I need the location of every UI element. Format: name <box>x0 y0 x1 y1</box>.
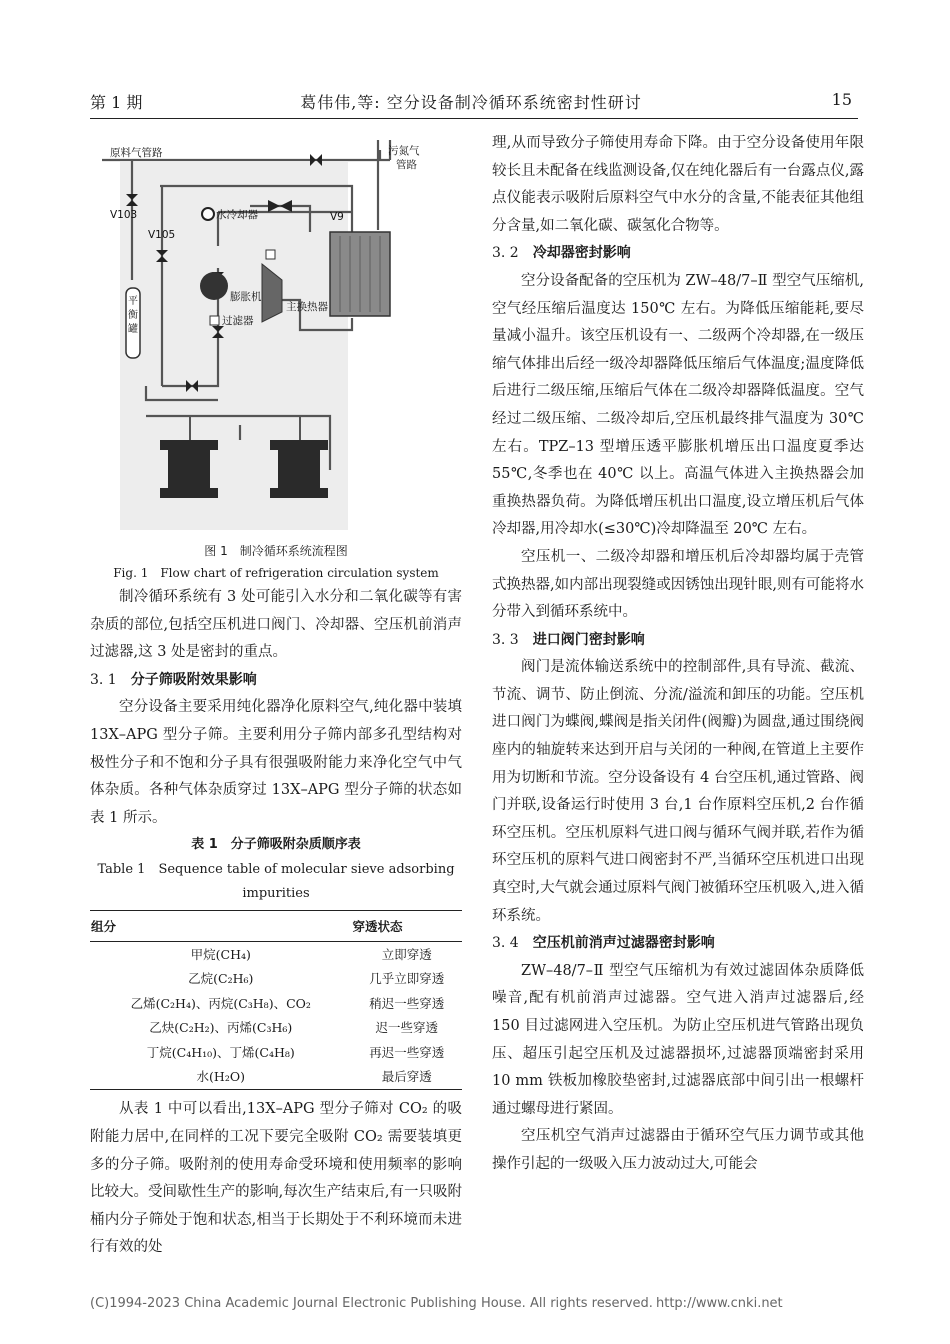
water-cooler-symbol <box>202 208 214 220</box>
section-3-1-heading: 3. 1 分子筛吸附效果影响 <box>90 671 257 688</box>
copyright-text: (C)1994-2023 China Academic Journal Electronic Publishing House. All rights reserved. <box>90 1296 653 1311</box>
running-header <box>90 90 852 114</box>
label-expander: 膨胀机 <box>230 291 262 303</box>
label-balance-tank-2: 衡 <box>128 310 138 321</box>
paragraph-3-2-a: 空分设备配备的空压机为 ZW–48/7–Ⅱ 型空气压缩机,空气经压缩后温度达 150℃ 左右。为降低压缩能耗,要尽量减小温升。该空压机设有一、二级两个冷却器,在一级压缩气体排出后经一级冷却器降低压缩后气体温度;温度降低后进行二级压缩,压缩后气体在二级冷却器降低温度。空气经过二级压缩、二级冷却后,空压机最终排气温度为 30℃ 左右。TPZ–13 型增压透平膨胀机增压出口温度夏季达 55℃,冬季也在 40℃ 以上。高温气体进入主换热器会加重换热器负荷。为降低增压机出口温度,设立增压机后气体冷却器,用冷却水(≤30℃)冷却降温至 20℃ 左右。 <box>492 272 864 538</box>
label-raw-air: 原料气管路 <box>110 147 163 159</box>
header-rule <box>90 118 858 119</box>
figure-caption-cn: 图 1 制冷循环系统流程图 <box>204 544 348 558</box>
label-main-exchanger: 主换热器 <box>286 301 328 313</box>
table-caption-cn: 表 1 分子筛吸附杂质顺序表 <box>191 837 361 853</box>
figure-1 <box>90 130 462 540</box>
section-3-2-heading: 3. 2 冷却器密封影响 <box>492 245 631 262</box>
left-column <box>90 130 462 1262</box>
figure-caption-en: Fig. 1 Flow chart of refrigeration circulation system <box>113 566 439 580</box>
table-row: 水(H₂O) 最后穿透 <box>90 1065 462 1090</box>
paragraph-3-3: 阀门是流体输送系统中的控制部件,具有导流、截流、节流、调节、防止倒流、分流/溢流和卸压的功能。空压机进口阀门为蝶阀,蝶阀是指关闭件(阀瓣)为圆盘,通过围绕阀座内的轴旋转来达到开启与关闭的一种阀,在管道上主要作用为切断和节流。空分设备设有 4 台空压机,通过管路、阀门并联,设备运行时使用 3 台,1 台作原料空压机,2 台作循环空压机。空压机原料气进口阀与循环气阀并联,若作为循环空压机的原料气进口阀密封不严,当循环空压机进口出现真空时,大气就会通过原料气阀门被循环空压机吸入,进入循环系统。 <box>492 659 864 924</box>
table-caption-en: Table 1 Sequence table of molecular sieve adsorbing impurities <box>97 862 455 902</box>
paragraph-continuation: 理,从而导致分子筛使用寿命下降。由于空分设备使用年限较长且未配备在线监测设备,仅在纯化器后有一台露点仪,露点仪能表示吸附后原料空气中水分的含量,不能表征其他组分含量,如二氧化碳、碳氢化合物等。 <box>492 135 864 234</box>
label-v103: V103 <box>110 209 138 221</box>
table-header-state: 穿透状态 <box>352 911 462 942</box>
paragraph-after-table: 从表 1 中可以看出,13X–APG 型分子筛对 CO₂ 的吸附能力居中,在同样的工况下要完全吸附 CO₂ 需要装填更多的分子筛。吸附剂的使用寿命受环境和使用频率的影响比较大。受间歇性生产的影响,每次生产结束后,有一只吸附桶内分子筛处于饱和状态,相当于长期处于不利环境而未进行有效的处 <box>90 1101 462 1256</box>
table-header-component: 组分 <box>90 911 352 942</box>
running-title: 葛伟伟,等: 空分设备制冷循环系统密封性研讨 <box>300 93 642 112</box>
footer-url: http://www.cnki.net <box>656 1296 783 1311</box>
section-3-3-heading: 3. 3 进口阀门密封影响 <box>492 631 645 648</box>
filter-symbol <box>210 316 219 325</box>
label-v9: V9 <box>330 211 344 223</box>
table-row: 乙烷(C₂H₆) 几乎立即穿透 <box>188 971 445 987</box>
paragraph-3-1: 空分设备主要采用纯化器净化原料空气,纯化器中装填 13X–APG 型分子筛。主要利用分子筛内部多孔型结构对极性分子和不饱和分子具有很强吸附能力来净化空气中气体杂质。各种气体杂质穿过 13X–APG 型分子筛的状态如表 1 所示。 <box>90 699 462 826</box>
label-filter: 过滤器 <box>222 315 254 327</box>
expander-motor <box>200 272 228 300</box>
paragraph-3-2-b: 空压机一、二级冷却器和增压机后冷却器均属于壳管式换热器,如内部出现裂缝或因锈蚀出现针眼,则有可能将水分带入到循环系统中。 <box>492 548 864 621</box>
label-balance-tank-3: 罐 <box>128 324 138 335</box>
section-3-4-heading: 3. 4 空压机前消声过滤器密封影响 <box>492 935 715 952</box>
table-1 <box>90 910 462 1090</box>
issue-number: 第 1 期 <box>90 93 143 112</box>
paragraph-3-5: 空压机空气消声过滤器由于循环空气压力调节或其他操作引起的一级吸入压力波动过大,可能会 <box>492 1128 864 1172</box>
table-row: 乙烯(C₂H₄)、丙烷(C₃H₈)、CO₂ 稍迟一些穿透 <box>130 995 445 1011</box>
label-waste-n2-b: 管路 <box>396 159 417 171</box>
label-v105: V105 <box>148 229 176 241</box>
flow-chart-diagram <box>90 140 462 540</box>
table-row: 乙炔(C₂H₂)、丙烯(C₃H₆) 迟一些穿透 <box>149 1020 439 1036</box>
label-waste-n2-a: 污氮气 <box>388 145 420 157</box>
footer <box>90 1296 783 1311</box>
paragraph-3-4: ZW–48/7–Ⅱ 型空气压缩机为有效过滤固体杂质降低噪音,配有机前消声过滤器。空气进入消声过滤器后,经 150 目过滤网进入空压机。为防止空压机进气管路出现负压、超压引起空压机及过滤器损坏,过滤器顶端密封采用 10 mm 铁板加橡胶垫密封,过滤器底部中间引出一根螺杆通过螺母进行紧固。 <box>492 962 864 1117</box>
label-balance-tank-1: 平 <box>128 296 138 307</box>
table-row: 甲烷(CH₄) 立即穿透 <box>190 946 432 962</box>
page-number: 15 <box>831 90 852 109</box>
paragraph-intro: 制冷循环系统有 3 处可能引入水分和二氧化碳等有害杂质的部位,包括空压机进口阀门、冷却器、空压机前消声过滤器,这 3 处是密封的重点。 <box>90 589 462 661</box>
label-water-cooler: 水冷却器 <box>216 209 258 221</box>
right-column <box>492 130 864 1179</box>
table-row: 丁烷(C₄H₁₀)、丁烯(C₄H₈) 再迟一些穿透 <box>146 1044 445 1060</box>
